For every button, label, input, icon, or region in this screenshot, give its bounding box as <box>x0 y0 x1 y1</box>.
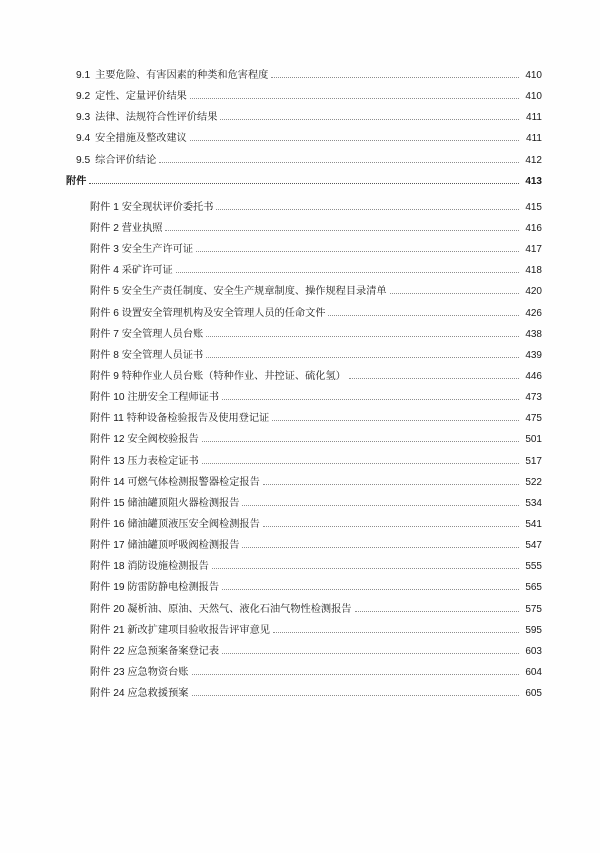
table-of-contents <box>58 70 542 701</box>
toc-leader-dots <box>263 525 519 527</box>
toc-entry-page-number: 412 <box>525 154 542 166</box>
toc-entry[interactable] <box>58 646 542 659</box>
toc-entry-number: 9.4 <box>76 133 91 145</box>
toc-entry-page-number: 411 <box>526 133 542 145</box>
toc-entry[interactable] <box>58 350 542 363</box>
toc-entry-page-number: 413 <box>525 175 542 187</box>
toc-entry-label: 附件 18 消防设施检测报告 <box>90 561 209 573</box>
toc-entry-label: 附件 12 安全阀校验报告 <box>90 434 199 446</box>
toc-entry-page-number: 475 <box>525 413 542 425</box>
toc-leader-dots <box>328 314 519 316</box>
toc-entry-page-number: 541 <box>525 518 542 530</box>
toc-entry-label: 附件 17 储油罐顶呼吸阀检测报告 <box>90 540 240 552</box>
toc-entry-number: 9.1 <box>76 70 91 81</box>
toc-entry[interactable] <box>58 265 542 278</box>
toc-entry-page-number: 417 <box>525 244 542 256</box>
toc-entry-number: 9.5 <box>76 154 91 166</box>
toc-entry-label: 附件 11 特种设备检验报告及使用登记证 <box>90 413 270 425</box>
toc-entry[interactable] <box>58 667 542 680</box>
toc-entry[interactable] <box>58 112 542 125</box>
toc-entry-label: 附件 14 可燃气体检测报警器检定报告 <box>90 476 260 488</box>
toc-entry-page-number: 473 <box>525 392 542 404</box>
toc-leader-dots <box>349 377 519 379</box>
toc-entry-label: 附件 9 特种作业人员台账（特种作业、井控证、硫化氢） <box>90 370 346 382</box>
toc-entry-label: 定性、定量评价结果 <box>95 91 187 103</box>
toc-entry-page-number: 517 <box>525 455 542 467</box>
toc-entry-number: 9.3 <box>76 112 91 124</box>
toc-entry[interactable] <box>58 604 542 617</box>
toc-entry-page-number: 575 <box>525 603 542 615</box>
toc-entry[interactable] <box>58 498 542 511</box>
toc-entry-label: 附件 13 压力表检定证书 <box>90 455 199 467</box>
toc-entry-label: 附件 5 安全生产责任制度、安全生产规章制度、操作规程目录清单 <box>90 286 387 298</box>
toc-entry-page-number: 420 <box>525 286 542 298</box>
toc-leader-dots <box>212 567 519 569</box>
toc-entry-label: 附件 19 防雷防静电检测报告 <box>90 582 220 594</box>
toc-entry-label: 附件 7 安全管理人员台账 <box>90 328 204 340</box>
toc-leader-dots <box>176 271 519 273</box>
toc-entry[interactable] <box>58 434 542 447</box>
toc-entry-page-number: 416 <box>525 222 542 234</box>
toc-entry-page-number: 439 <box>525 349 542 361</box>
toc-entry-page-number: 595 <box>525 624 542 636</box>
toc-entry-page-number: 426 <box>525 307 542 319</box>
toc-leader-dots <box>220 118 519 120</box>
toc-entry-label: 附件 24 应急救援预案 <box>90 688 189 700</box>
toc-entry-label: 附件 15 储油罐顶阻火器检测报告 <box>90 497 240 509</box>
toc-entry-page-number: 604 <box>525 666 542 678</box>
toc-leader-dots <box>165 229 519 231</box>
toc-leader-dots <box>206 335 519 337</box>
toc-entry-page-number: 605 <box>525 688 542 700</box>
toc-leader-dots <box>192 694 520 696</box>
toc-entry-label: 附件 6 设置安全管理机构及安全管理人员的任命文件 <box>90 307 326 319</box>
toc-entry[interactable] <box>58 308 542 321</box>
toc-entry[interactable] <box>58 286 542 299</box>
toc-leader-dots <box>242 546 519 548</box>
toc-leader-dots <box>272 419 519 421</box>
toc-leader-dots <box>355 610 520 612</box>
toc-entry-label: 附件 4 采矿许可证 <box>90 265 173 277</box>
toc-entry[interactable] <box>58 688 542 701</box>
toc-leader-dots <box>202 440 519 442</box>
toc-entry-label: 附件 3 安全生产许可证 <box>90 244 194 256</box>
toc-entry[interactable] <box>58 561 542 574</box>
toc-entry[interactable] <box>58 456 542 469</box>
toc-entry-page-number: 565 <box>525 582 542 594</box>
toc-entry[interactable] <box>58 91 542 104</box>
toc-entry-page-number: 411 <box>526 112 542 124</box>
toc-entry[interactable] <box>58 413 542 426</box>
toc-entry-page-number: 410 <box>525 70 542 81</box>
toc-entry-label: 附件 22 应急预案备案登记表 <box>90 645 220 657</box>
toc-entry[interactable] <box>58 223 542 236</box>
toc-leader-dots <box>190 97 519 99</box>
toc-entry-page-number: 418 <box>525 265 542 277</box>
toc-entry[interactable] <box>58 582 542 595</box>
toc-entry-label: 综合评价结论 <box>95 154 157 166</box>
toc-entry[interactable] <box>58 70 542 83</box>
toc-entry-page-number: 415 <box>525 201 542 213</box>
toc-entry[interactable] <box>58 625 542 638</box>
toc-leader-dots <box>190 139 519 141</box>
toc-entry-page-number: 603 <box>525 645 542 657</box>
toc-entry[interactable] <box>58 133 542 146</box>
toc-entry-page-number: 522 <box>525 476 542 488</box>
toc-entry[interactable] <box>58 202 542 215</box>
toc-entry-label: 附件 8 安全管理人员证书 <box>90 349 204 361</box>
toc-entry-label: 附件 <box>66 175 87 187</box>
toc-leader-dots <box>273 631 519 633</box>
toc-entry-label: 附件 16 储油罐顶液压安全阀检测报告 <box>90 518 260 530</box>
toc-leader-dots <box>206 356 519 358</box>
toc-entry-label: 法律、法规符合性评价结果 <box>95 112 218 124</box>
toc-leader-dots <box>216 208 519 210</box>
toc-leader-dots <box>390 292 519 294</box>
toc-leader-dots <box>263 483 519 485</box>
toc-entry[interactable] <box>58 392 542 405</box>
toc-leader-dots <box>89 182 519 184</box>
toc-entry-page-number: 438 <box>525 328 542 340</box>
toc-entry-number: 9.2 <box>76 91 91 103</box>
toc-entry[interactable] <box>58 371 542 384</box>
toc-leader-dots <box>271 76 519 78</box>
toc-entry-page-number: 555 <box>525 561 542 573</box>
toc-leader-dots <box>222 588 519 590</box>
toc-leader-dots <box>222 398 519 400</box>
toc-entry-page-number: 446 <box>525 370 542 382</box>
toc-leader-dots <box>192 673 520 675</box>
toc-leader-dots <box>242 504 519 506</box>
toc-entry[interactable] <box>58 176 542 189</box>
toc-entry-label: 附件 1 安全现状评价委托书 <box>90 201 214 213</box>
toc-entry[interactable] <box>58 519 542 532</box>
toc-entry[interactable] <box>58 244 542 257</box>
toc-entry-page-number: 534 <box>525 497 542 509</box>
toc-entry-label: 安全措施及整改建议 <box>95 133 187 145</box>
toc-entry-label: 附件 20 凝析油、原油、天然气、液化石油气物性检测报告 <box>90 603 352 615</box>
toc-entry[interactable] <box>58 540 542 553</box>
toc-entry-page-number: 547 <box>525 540 542 552</box>
toc-entry[interactable] <box>58 155 542 168</box>
toc-entry[interactable] <box>58 477 542 490</box>
toc-entry-label: 附件 23 应急物资台账 <box>90 666 189 678</box>
toc-leader-dots <box>196 250 519 252</box>
toc-leader-dots <box>202 462 519 464</box>
toc-entry-label: 主要危险、有害因素的种类和危害程度 <box>95 70 269 81</box>
toc-entry[interactable] <box>58 329 542 342</box>
toc-entry-label: 附件 2 营业执照 <box>90 222 163 234</box>
toc-entry-page-number: 501 <box>525 434 542 446</box>
toc-leader-dots <box>222 652 519 654</box>
toc-leader-dots <box>159 161 519 163</box>
toc-entry-label: 附件 21 新改扩建项目验收报告评审意见 <box>90 624 270 636</box>
toc-entry-label: 附件 10 注册安全工程师证书 <box>90 392 220 404</box>
toc-entry-page-number: 410 <box>525 91 542 103</box>
